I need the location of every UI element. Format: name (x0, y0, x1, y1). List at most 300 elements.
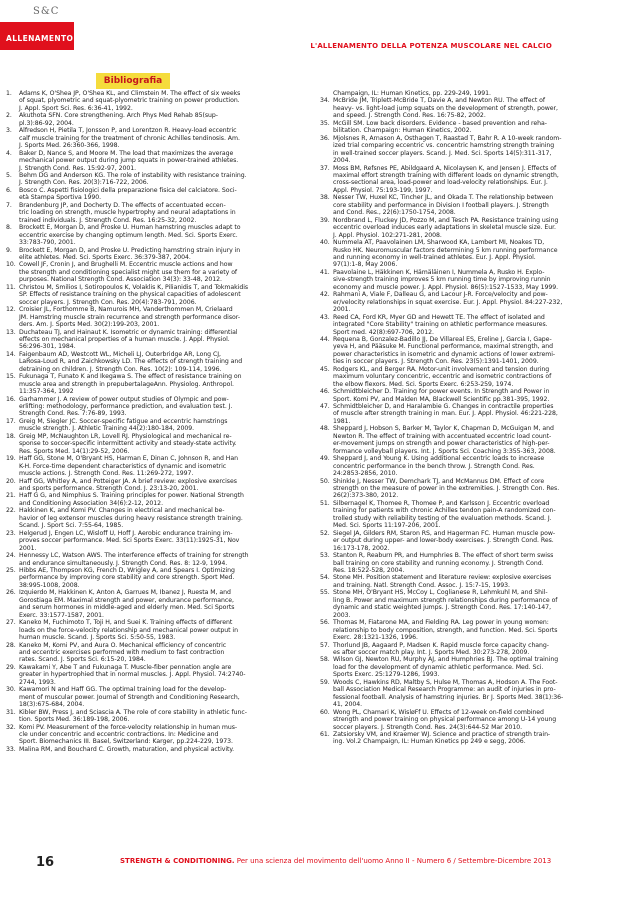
reference-line (320, 507, 602, 514)
reference-line (320, 179, 602, 186)
reference-text: Cowell JF, Cronin J, and Brughelli M. Eccentric muscle actions and how (19, 261, 233, 269)
reference-line (320, 649, 602, 656)
reference-text: of squat, plyometric and squat-plyometric training on power production. (19, 97, 240, 105)
issue-info: Anno II - Numero 6 / Settembre-Dicembre 2013 (385, 857, 552, 865)
reference-line (6, 478, 288, 485)
reference-text: Siegel JA, Gilders RM, Staron RS, and Hagerman FC. Human muscle pow- (333, 529, 556, 537)
reference-number (6, 209, 19, 216)
reference-text: K-H. Force-time dependent characteristics of dynamic and isometric (19, 462, 227, 470)
reference-number: 44. (320, 335, 330, 343)
reference-text: strength and power training on physical performance among U-14 young (333, 716, 557, 724)
reference-number: 58. (320, 656, 330, 664)
reference-text: Wong PL, Chamari K, WisløFf U. Effects of 12-week on-field combined (333, 708, 544, 716)
reference-line (320, 664, 602, 671)
reference-number: 57. (320, 641, 330, 649)
reference-text: Appl. Physiol. 75:193-199, 1997. (333, 186, 433, 194)
reference-line (6, 358, 288, 365)
reference-number: 28. (6, 641, 16, 649)
reference-number (6, 597, 19, 604)
reference-line (6, 545, 288, 552)
reference-text: Haff G G, and Nimphius S. Training principles for power. National Strength (19, 492, 244, 500)
reference-text: Rusko HK. Neuromuscular factors determining 5 km running performance (333, 246, 558, 254)
reference-text: Silbernagel K, Thomee R, Thomee P, and Karlsson J. Eccentric overload (333, 499, 550, 507)
reference-line (6, 179, 288, 186)
reference-number (6, 336, 19, 343)
reference-line (6, 269, 288, 276)
reference-text: 24:2853-2856, 2010. (333, 470, 398, 478)
reference-text: Thorlund JB, Aagaard P, Madsen K. Rapid muscle force capacity chang- (333, 641, 549, 649)
reference-line (320, 627, 602, 634)
reference-text: Zatsiorsky VM, and Kraemer WJ. Science and practice of strength train- (333, 730, 551, 738)
reference-text: ball training on core stability and running economy. J. Strength Cond. (333, 559, 544, 567)
reference-number (320, 612, 333, 619)
reference-line (6, 299, 288, 306)
reference-text: muscle actions. J. Strength Cond. Res. 11:269-272, 1997. (19, 470, 194, 478)
reference-line (320, 351, 602, 358)
reference-line (320, 656, 602, 663)
reference-line (6, 634, 288, 641)
reference-line (6, 656, 288, 663)
reference-line (6, 150, 288, 157)
reference-text: Haff GG, Whitley A, and Potteiger JA. A brief review: explosive exercises (19, 477, 237, 485)
reference-text: training for patients with chronic Achilles tendon pain-A randomized con- (333, 507, 556, 515)
reference-text: 26(2):373-380, 2012. (333, 492, 399, 500)
reference-number (320, 299, 333, 306)
reference-number (320, 597, 333, 604)
reference-line (320, 485, 602, 492)
reference-line (6, 455, 288, 462)
reference-text: McBride JM, Triplett-McBride T, Davie A, and Newton RU. The effect of (333, 97, 545, 105)
reference-line (6, 396, 288, 403)
reference-line (320, 299, 602, 306)
reference-line (320, 381, 602, 388)
reference-number: 56. (320, 619, 330, 627)
reference-line (6, 224, 288, 231)
reference-number (6, 410, 19, 417)
publication-name: STRENGTH & CONDITIONING. (120, 857, 235, 865)
reference-text: JM. Hamstring muscle strain recurrence and strength performance disor- (19, 313, 241, 321)
reference-line (6, 560, 288, 567)
reference-line (320, 343, 602, 350)
reference-number (320, 343, 333, 350)
reference-number (6, 135, 19, 142)
reference-line (320, 97, 602, 104)
reference-text: Sport med. 42(8):697-706, 2012. (333, 328, 434, 336)
reference-number (320, 187, 333, 194)
reference-line (6, 276, 288, 283)
reference-text: ing. Vol.2 Champaign, IL: Human Kinetics pp 249 e segg, 2006. (333, 738, 526, 746)
reference-line (6, 329, 288, 336)
reference-text: Champaign, IL: Human Kinetics, pp. 229-249, 1991. (333, 90, 491, 97)
reference-text: and running economy in well-trained athletes. Eur. J. Appl. Physiol. (333, 253, 536, 261)
reference-line (6, 537, 288, 544)
reference-text: yeva H, and Pääsuke M. Functional performance, maximal strength, and (333, 343, 553, 351)
reference-text: Strength Cond. Res. 7:76-89, 1993. (19, 410, 127, 418)
references-right-column (320, 90, 602, 746)
reference-number (6, 731, 19, 738)
reference-line (6, 686, 288, 693)
reference-text: 2001. (19, 544, 37, 552)
reference-text: Behm DG and Anderson KG. The role of instability with resistance training. (19, 171, 247, 179)
reference-line (320, 418, 602, 425)
reference-text: Gorostiaga EM. Maximal strength and power, endurance performance, (19, 596, 234, 604)
reference-line (320, 470, 602, 477)
reference-number (320, 582, 333, 589)
reference-line (320, 388, 602, 395)
reference-number (320, 90, 333, 97)
reference-number: 20. (6, 477, 16, 485)
reference-number (320, 664, 333, 671)
reference-line (320, 433, 602, 440)
reference-text: Rodgers KL, and Berger RA. Motor-unit involvement and tension during (333, 365, 550, 373)
reference-text: età Stampa Sportiva 1990. (19, 194, 102, 202)
reference-number (6, 612, 19, 619)
reference-line (6, 366, 288, 373)
reference-text: Croisier JL, Forthomme B, Namurois MH, Vanderthommen M, Crielaard (19, 306, 233, 314)
reference-line (6, 433, 288, 440)
reference-text: Adams K, O'Shea JP, O'Shea KL, and Climstein M. The effect of six weeks (19, 90, 241, 97)
reference-text: Requena B, Gonzalez-Badillo JJ, De Villareal ES, Ereline J, Garcia I, Gape- (333, 335, 552, 343)
reference-line (6, 194, 288, 201)
reference-text: of muscle after strength training in man. Eur. J. Appl. Physiol. 46:221-228, (333, 410, 558, 418)
reference-line (320, 157, 602, 164)
reference-line (320, 440, 602, 447)
reference-number (320, 694, 333, 701)
reference-line (6, 239, 288, 246)
reference-text: 41, 2004. (333, 701, 363, 709)
reference-text: muscle strength. J. Athletic Training 44(2):180-184, 2009. (19, 425, 195, 433)
reference-line (320, 686, 602, 693)
reference-line (320, 232, 602, 239)
reference-text: Schmidtbleicher D, and Haralambie G. Changes in contractile properties (333, 403, 554, 411)
reference-line (6, 410, 288, 417)
reference-line (6, 664, 288, 671)
reference-line (6, 90, 288, 97)
reference-number (320, 545, 333, 552)
reference-line (6, 448, 288, 455)
reference-number: 54. (320, 574, 330, 582)
reference-number (320, 671, 333, 678)
reference-text: Thomas M, Fiatarone MA, and Fielding RA. Leg power in young women: (333, 619, 549, 627)
reference-line (320, 448, 602, 455)
reference-text: 97(1):1-8, May 2006. (333, 261, 398, 269)
reference-text: Akuthota SFN. Core strengthening. Arch Phys Med Rehab 85(sup- (19, 112, 218, 120)
reference-line (6, 619, 288, 626)
reference-text: human muscle. Scand. J. Sports Sci. 5:50-55, 1983. (19, 634, 176, 642)
reference-text: Fukunaga T, Funato K and Ikegawa S. The effect of resistance training on (19, 373, 242, 381)
reference-line (320, 567, 602, 574)
reference-text: Reed CA, Ford KR, Myer GD and Hewett TE. The effect of isolated and (333, 313, 545, 321)
reference-text: and sports performance. Strength Cond. J. 23:13-20, 2001. (19, 485, 199, 493)
reference-line (6, 701, 288, 708)
reference-line (6, 142, 288, 149)
reference-text: erlifting: methodology, performance prediction, and evaluation test. J. (19, 403, 233, 411)
reference-text: es after soccer match play. Int. J. Sports Med. 30:273-278, 2009. (333, 648, 530, 656)
reference-text: ders. Am. J. Sports Med. 30(2):199-203, 2001. (19, 321, 160, 329)
reference-number (320, 127, 333, 134)
reference-line (6, 172, 288, 179)
reference-number (6, 500, 19, 507)
reference-line (6, 403, 288, 410)
reference-line (320, 709, 602, 716)
reference-text: Kaneko M, Fuchimoto T, Toji H, and Suei K. Training effects of different (19, 619, 233, 627)
reference-line (320, 716, 602, 723)
reference-number: 38. (320, 194, 330, 202)
reference-number (6, 463, 19, 470)
reference-line (320, 671, 602, 678)
reference-line (320, 269, 602, 276)
reference-number (6, 470, 19, 477)
reference-number (320, 329, 333, 336)
reference-text: tion. Sports Med. 36:189-198, 2006. (19, 716, 130, 724)
reference-line (6, 135, 288, 142)
reference-line (320, 694, 602, 701)
reference-line (6, 492, 288, 499)
reference-text: power characteristics in isometric and dynamic actions of lower extremi- (333, 350, 556, 358)
reference-text: Christou M, Smilios I, Sotiropoulos K, Volaklis K, Pilianidis T, and Tokmakidis (19, 283, 249, 291)
reference-number: 30. (6, 686, 16, 694)
reference-text: Garhammer J. A review of power output studies of Olympic and pow- (19, 395, 229, 403)
reference-text: Bosco C. Aspetti fisiologici della preparazione fisica del calciatore. Soci- (19, 186, 237, 194)
reference-line (320, 396, 602, 403)
reference-text: 16:173-178, 2002. (333, 544, 390, 552)
reference-text: soccer players. J. Strength Con. Res. 20(4):783-791, 2006. (19, 298, 197, 306)
reference-text: 2003. (333, 611, 351, 619)
reference-number (6, 738, 19, 745)
reference-line (320, 455, 602, 462)
reference-number: 51. (320, 499, 330, 507)
reference-number (6, 97, 19, 104)
reference-line (320, 500, 602, 507)
reference-number (320, 649, 333, 656)
reference-number (6, 522, 19, 529)
reference-line (320, 537, 602, 544)
reference-line (320, 604, 602, 611)
reference-text: maximum voluntary concentric, eccentric and isometric contractions of (333, 373, 552, 381)
reference-line (320, 187, 602, 194)
reference-text: eccentric exercise by changing optimum length. Med. Sci. Sports Exerc. (19, 231, 238, 239)
reference-text: strength on the measure of power in the extremities. J. Strength Con. Res. (333, 485, 560, 493)
reference-number (320, 232, 333, 239)
reference-line (320, 321, 602, 328)
reference-number (6, 515, 19, 522)
reference-line (320, 254, 602, 261)
reference-text: Stone MH. Position statement and literature review: explosive exercises (333, 574, 552, 582)
reference-number (6, 179, 19, 186)
reference-text: Komi PV. Measurement of the force-velocity relationship in human mus- (19, 723, 238, 731)
reference-text: 2004. (333, 157, 351, 165)
reference-number: 50. (320, 477, 330, 485)
reference-text: 38:995-1008, 2008. (19, 581, 80, 589)
reference-number (320, 373, 333, 380)
reference-number: 8. (6, 224, 12, 232)
reference-number: 19. (6, 455, 16, 463)
reference-text: Kibler BW, Press J, and Sciascia A. The role of core stability in athletic func- (19, 708, 247, 716)
reference-text: mechanical power output during jump squats in power-trained athletes. (19, 157, 239, 165)
reference-number (320, 716, 333, 723)
reference-number (320, 358, 333, 365)
reference-text: performance by improving core stability and core strength. Sport Med. (19, 574, 235, 582)
reference-line (6, 284, 288, 291)
reference-line (320, 425, 602, 432)
reference-number: 25. (6, 567, 16, 574)
reference-line (6, 604, 288, 611)
reference-number (320, 492, 333, 499)
section-tab: ALLENAMENTO (0, 22, 74, 50)
reference-text: soccer players. J. Strength Cond. Res. 24(3):644-52 Mar 2010. (333, 723, 523, 731)
reference-text: Woods C, Hawkins RD, Maltby S, Hulse M, Thomas A, Hodson A. The Foot- (333, 678, 558, 686)
reference-number (6, 381, 19, 388)
reference-number: 18. (6, 432, 16, 440)
reference-line (6, 716, 288, 723)
reference-number: 47. (320, 403, 330, 411)
reference-line (6, 388, 288, 395)
reference-number (6, 485, 19, 492)
reference-line (320, 120, 602, 127)
reference-text: Scand. J. Sport Sci. 7:55-64, 1985. (19, 522, 124, 530)
reference-line (320, 165, 602, 172)
reference-text: cross-sectional area, load-power and load-velocity relationships. Eur. J. (333, 179, 548, 187)
reference-line (320, 336, 602, 343)
reference-line (6, 552, 288, 559)
reference-text: Haff GG, Stone M, O'Bryant HS, Harman E, Dinan C, Johnson R, and Han (19, 455, 238, 463)
reference-line (320, 291, 602, 298)
reference-line (6, 314, 288, 321)
reference-number (6, 425, 19, 432)
reference-text: ized trial comparing eccentric vs. concentric hamstring strength training (333, 142, 555, 150)
reference-line (320, 142, 602, 149)
reference-line (320, 619, 602, 626)
reference-line (6, 127, 288, 134)
reference-number: 45. (320, 365, 330, 373)
reference-text: er output during upper- and lower-body exercises. J. Strength Cond. Res. (333, 537, 554, 545)
reference-text: relationship to body composition, strength, and function. Med. Sci. Sports (333, 626, 558, 634)
reference-line (320, 194, 602, 201)
reference-line (6, 515, 288, 522)
reference-text: Greig M, Siegler JC. Soccer-specific fatigue and eccentric hamstrings (19, 417, 228, 425)
reference-text: ball Association Medical Research Programme: an audit of injuries in pro- (333, 686, 556, 694)
reference-text: bilitation. Champaign: Human Kinetics, 2002. (333, 127, 472, 135)
reference-text: Res. Sports Med. 14(1):29-52, 2006. (19, 447, 130, 455)
reference-number: 61. (320, 730, 330, 738)
reference-number (320, 105, 333, 112)
reference-number: 52. (320, 529, 330, 537)
reference-text: ment of muscular power. Journal of Strength and Conditioning Research, (19, 693, 240, 701)
reference-number: 16. (6, 395, 16, 403)
reference-line (320, 724, 602, 731)
reference-line (320, 306, 602, 313)
reference-line (320, 701, 602, 708)
reference-number: 15. (6, 373, 16, 381)
reference-number: 39. (320, 216, 330, 224)
reference-number (320, 410, 333, 417)
reference-number (320, 470, 333, 477)
section-title: Bibliografia (96, 73, 170, 89)
reference-text: core stability and performance in Division I football players. J. Strength (333, 201, 549, 209)
reference-line (6, 209, 288, 216)
reference-text: proves soccer performance. Med. Sci Sports Exerc. 33(11):1925-31, Nov (19, 537, 240, 545)
reference-line (6, 254, 288, 261)
reference-line (6, 589, 288, 596)
reference-number: 60. (320, 708, 330, 716)
reference-text: ling B. Power and maximum strength relationships during performance of (333, 596, 558, 604)
reference-number: 37. (320, 164, 330, 172)
reference-number (6, 232, 19, 239)
reference-number: 55. (320, 589, 330, 597)
reference-text: 18(3):675-684, 2004. (19, 701, 85, 709)
reference-line (6, 694, 288, 701)
reference-text: Newton R. The effect of training with accentuated eccentric load count- (333, 432, 552, 440)
reference-number: 4. (6, 149, 12, 157)
reference-text: Brockett E, Morgan D, and Proske U. Human hamstring muscles adapt to (19, 224, 241, 232)
reference-number (320, 418, 333, 425)
reference-text: Brockett E, Morgan D, and Proske U. Predicting hamstring strain injury in (19, 246, 241, 254)
reference-text: formance volleyball players. Int. J. Sports Sci. Coaching 3:355-363, 2008. (333, 447, 556, 455)
reference-line (320, 738, 602, 745)
reference-text: McGill SM. Low back disorders. Evidence - based prevention and reha- (333, 119, 547, 127)
reference-text: Shinkle J, Nesser TW, Demchark TJ, and McMannus DM. Effect of core (333, 477, 545, 485)
reference-number: 13. (6, 328, 16, 336)
reference-line (320, 224, 602, 231)
reference-line (320, 612, 602, 619)
reference-line (6, 470, 288, 477)
reference-text: 11:357-364, 1992 (19, 388, 74, 396)
reference-number (320, 254, 333, 261)
reference-text: Exerc. 33:1577-1587, 2001. (19, 611, 104, 619)
reference-line (320, 261, 602, 268)
reference-text: and training. Natl. Strength Cond. Assoc. J. 15:7-15, 1993. (333, 581, 510, 589)
reference-line (6, 671, 288, 678)
reference-number (320, 224, 333, 231)
reference-number (6, 366, 19, 373)
reference-text: sive-strength training improves 5 km running time by improving runnin (333, 276, 551, 284)
reference-number (320, 463, 333, 470)
reference-line (6, 597, 288, 604)
reference-line (320, 522, 602, 529)
reference-number: 22. (6, 507, 16, 515)
reference-line (6, 247, 288, 254)
reference-number: 17. (6, 417, 16, 425)
reference-text: Sheppard J, Hobson S, Barker M, Taylor K, Chapman D, McGuigan M, and (333, 425, 554, 433)
reference-text: 56:296-301, 1984. (19, 343, 76, 351)
reference-text: Alfredson H, Pietila T, Jonsson P, and Lorentzon R. Heavy-load eccentric (19, 127, 237, 135)
reference-text: Kawamori N and Haff GG. The optimal training load for the develop- (19, 686, 227, 694)
reference-text: Sheppard J, and Young K. Using additional eccentric loads to increase (333, 455, 545, 463)
reference-text: greater in hypertrophied that in normal muscles. J. Appl. Physiol. 74:2740- (19, 671, 246, 679)
reference-line (320, 410, 602, 417)
reference-text: havior of leg extensor muscles during heavy resistance strength training. (19, 514, 243, 522)
reference-line (6, 738, 288, 745)
reference-number (6, 239, 19, 246)
reference-number (6, 679, 19, 686)
reference-number: 43. (320, 313, 330, 321)
reference-text: Schmidtbleicher D. Training for power events. In Strength and Power in (333, 388, 550, 396)
reference-number: 40. (320, 239, 330, 247)
reference-line (6, 574, 288, 581)
reference-text: and Conditioning Association 34(6):2-12, 2012. (19, 499, 163, 507)
reference-text: and speed. J. Strength Cond. Res. 16:75-82, 2002. (333, 112, 486, 120)
reference-number (320, 537, 333, 544)
reference-number (320, 261, 333, 268)
reference-line (320, 597, 602, 604)
reference-number: 14. (6, 350, 16, 358)
reference-text: sponse to soccer-specific intermittent activity and steady-state activity. (19, 440, 237, 448)
reference-number: 9. (6, 246, 12, 254)
reference-text: 2001. (333, 306, 351, 314)
reference-number: 46. (320, 388, 330, 396)
reference-text: J. Strength Con. Res. 20(3):716-722, 2006. (19, 179, 149, 187)
reference-text: Res. 18:522-528, 2004. (333, 567, 405, 574)
